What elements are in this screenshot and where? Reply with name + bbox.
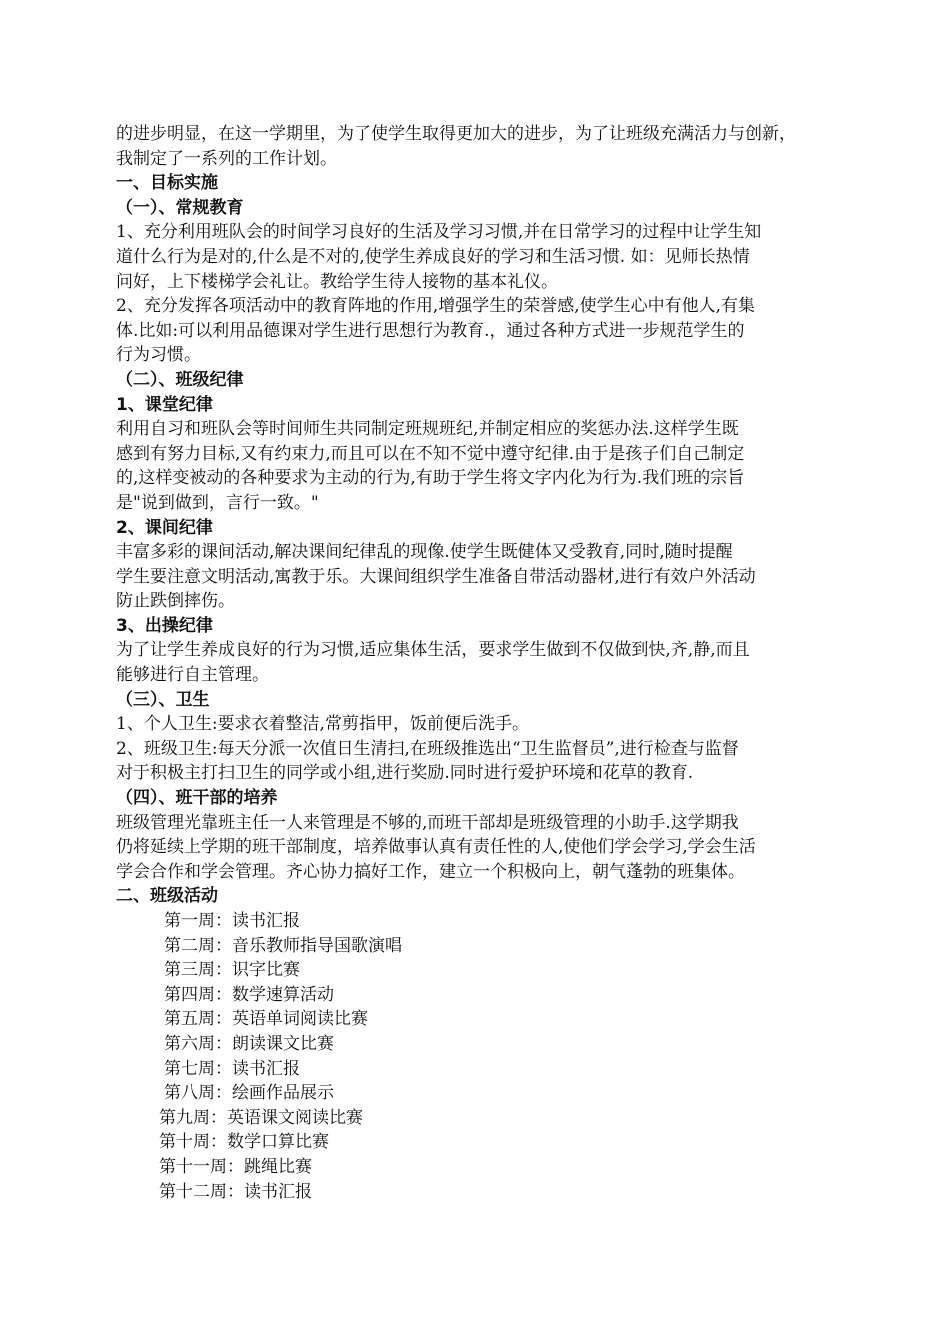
paragraph-line: 防止跌倒摔伤。 [116, 591, 235, 612]
week-item: 第十周：数学口算比赛 [159, 1132, 329, 1153]
week-item: 第八周：绘画作品展示 [164, 1083, 334, 1104]
paragraph-line: 2、充分发挥各项活动中的教育阵地的作用,增强学生的荣誉感,使学生心中有他人,有集 [116, 296, 756, 317]
item-heading-exercise: 3、出操纪律 [116, 615, 213, 636]
paragraph-line: 的,这样变被动的各种要求为主动的行为,有助于学生将文字内化为行为.我们班的宗旨 [116, 468, 745, 489]
paragraph-line: 班级管理光靠班主任一人来管理是不够的,而班干部却是班级管理的小助手.这学期我 [116, 812, 739, 833]
paragraph-line: 体.比如:可以利用品德课对学生进行思想行为教育.，通过各种方式进一步规范学生的 [116, 320, 745, 341]
section-heading-goals: 一、目标实施 [116, 173, 218, 194]
week-item: 第六周：朗读课文比赛 [164, 1033, 334, 1054]
paragraph-line: 1、充分利用班队会的时间学习良好的生活及学习习惯,并在日常学习的过程中让学生知 [116, 222, 762, 243]
item-heading-break: 2、课间纪律 [116, 517, 213, 538]
subsection-heading-hygiene: （三）、卫生 [116, 689, 210, 710]
week-item: 第一周：读书汇报 [164, 911, 300, 931]
paragraph-line: 学会合作和学会管理。齐心协力搞好工作，建立一个积极向上，朝气蓬勃的班集体。 [116, 861, 745, 882]
week-item: 第五周：英语单词阅读比赛 [164, 1009, 368, 1030]
paragraph-line: 利用自习和班队会等时间师生共同制定班规班纪,并制定相应的奖惩办法.这样学生既 [116, 419, 739, 440]
paragraph-line: 仍将延续上学期的班干部制度，培养做事认真有责任性的人,使他们学会学习,学会生活 [116, 837, 756, 858]
paragraph-line: 感到有努力目标,又有约束力,而且可以在不知不觉中遵守纪律.由于是孩子们自己制定 [116, 443, 745, 464]
paragraph-line: 学生要注意文明活动,寓教于乐。大课间组织学生准备自带活动器材,进行有效户外活动 [116, 566, 756, 587]
paragraph-line: 能够进行自主管理。 [116, 665, 269, 686]
paragraph-line: 2、班级卫生:每天分派一次值日生清扫,在班级推选出“卫生监督员”,进行检查与监督 [116, 738, 739, 759]
week-item: 第十二周：读书汇报 [159, 1181, 312, 1202]
week-item: 第十一周：跳绳比赛 [159, 1156, 312, 1177]
week-item: 第七周：读书汇报 [164, 1058, 300, 1079]
paragraph-line: 对于积极主打扫卫生的同学或小组,进行奖励.同时进行爱护环境和花草的教育. [116, 763, 694, 784]
week-item: 第三周：识字比赛 [164, 960, 300, 981]
paragraph-line: 为了让学生养成良好的行为习惯,适应集体生活，要求学生做到不仅做到快,齐,静,而且 [116, 640, 750, 661]
paragraph-line: 问好，上下楼梯学会礼让。教给学生待人接物的基本礼仪。 [116, 271, 558, 292]
paragraph-line: 行为习惯。 [116, 345, 201, 366]
intro-line: 我制定了一系列的工作计划。 [116, 148, 337, 169]
week-item: 第二周：音乐教师指导国歌演唱 [164, 935, 402, 956]
subsection-heading-routine: （一）、常规教育 [116, 197, 244, 218]
section-heading-activities: 二、班级活动 [116, 886, 218, 907]
week-item: 第九周：英语课文阅读比赛 [159, 1107, 363, 1128]
intro-line: 的进步明显，在这一学期里，为了使学生取得更加大的进步，为了让班级充满活力与创新， [116, 124, 796, 144]
item-heading-classroom: 1、课堂纪律 [116, 394, 213, 415]
subsection-heading-cadres: （四）、班干部的培养 [116, 788, 278, 809]
paragraph-line: 1、个人卫生:要求衣着整洁,常剪指甲，饭前便后洗手。 [116, 714, 529, 735]
subsection-heading-discipline: （二）、班级纪律 [116, 369, 244, 390]
week-item: 第四周：数学速算活动 [164, 984, 334, 1005]
paragraph-line: 道什么行为是对的,什么是不对的,使学生养成良好的学习和生活习惯. 如：见师长热情 [116, 246, 750, 267]
document-page [116, 122, 838, 1204]
paragraph-line: 是"说到做到，言行一致。" [116, 492, 319, 513]
paragraph-line: 丰富多彩的课间活动,解决课间纪律乱的现像.使学生既健体又受教育,同时,随时提醒 [116, 542, 733, 563]
